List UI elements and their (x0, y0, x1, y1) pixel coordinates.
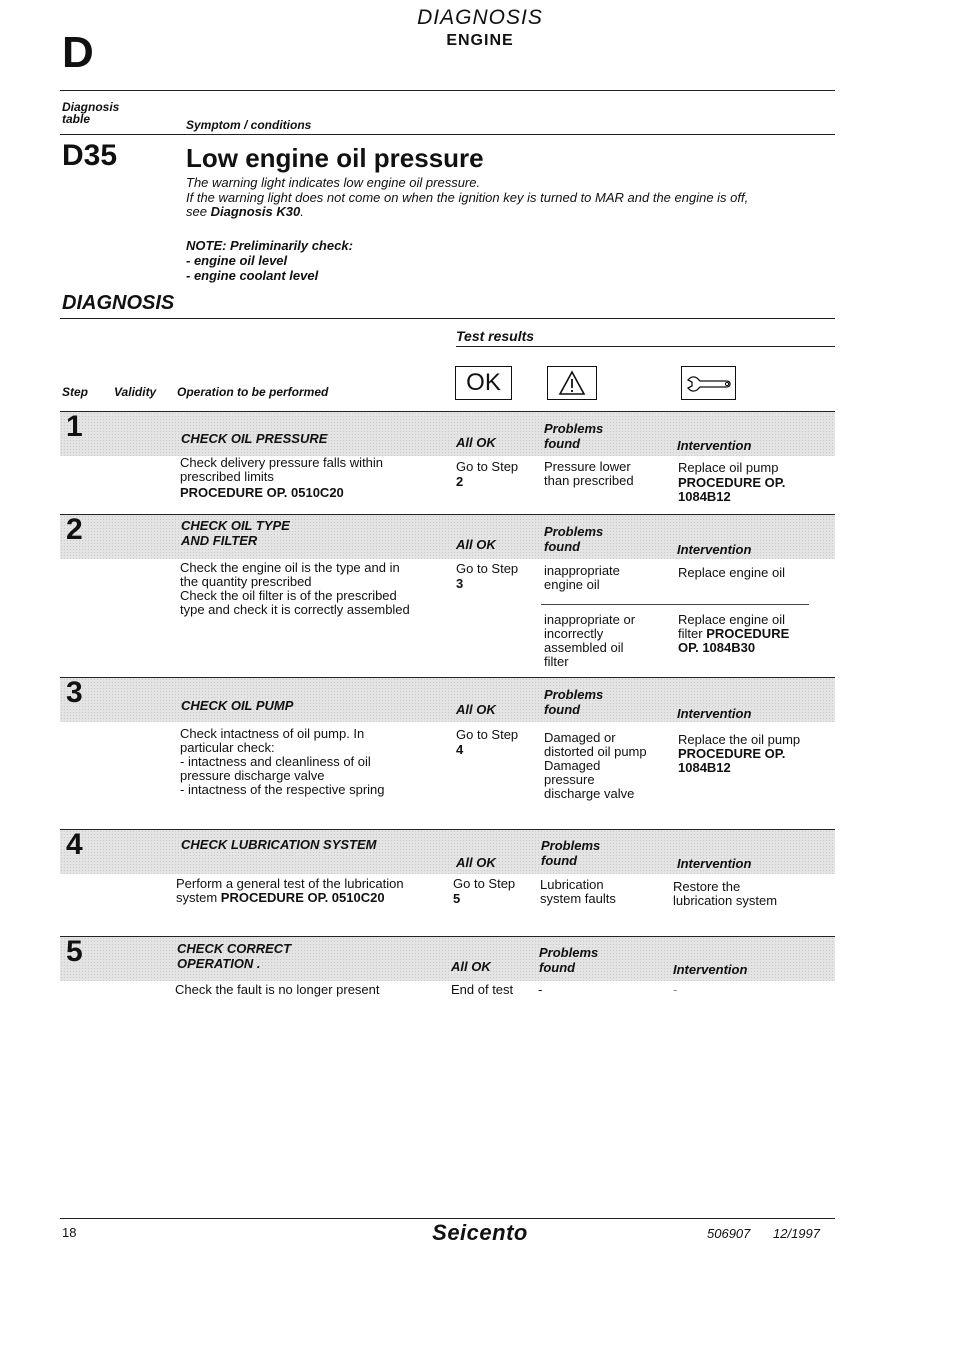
intervention-text (678, 613, 828, 655)
step-description (176, 877, 451, 905)
procedure-reference: PROCEDURE OP. 0510C20 (180, 485, 344, 500)
symptom-line-1: The warning light indicates low engine oil pressure. (186, 175, 481, 190)
document-date: 12/1997 (773, 1226, 820, 1241)
step-description (180, 456, 445, 500)
problem-text: Lubrication system faults (540, 877, 616, 906)
problems-found-label: Problems found (539, 945, 599, 975)
description-text: Check delivery pressure falls within prescribed limits (180, 455, 384, 484)
step-rule (60, 829, 835, 830)
diagnosis-rule (60, 318, 835, 319)
step-number: 4 (66, 828, 83, 861)
brand-logo: Seicento (432, 1220, 528, 1245)
all-ok-label: All OK (456, 855, 496, 870)
goto-text: Go to Step (456, 459, 519, 474)
goto-text: Go to Step (456, 561, 519, 576)
problem-text: inappropriate or incorrectly assembled oil filter (544, 612, 636, 669)
warning-icon (547, 366, 597, 400)
intervention-label: Intervention (677, 706, 752, 721)
procedure-reference: PROCEDURE OP. 1084B12 (678, 746, 786, 775)
problems-found-label: Problems found (544, 687, 604, 717)
step-title: CHECK OIL PRESSURE (181, 431, 328, 446)
step-description: Check the fault is no longer present (175, 982, 380, 997)
goto-text: End of test (451, 982, 514, 997)
diagnosis-reference: Diagnosis K30 (210, 204, 301, 219)
goto-step-number: 5 (453, 891, 461, 906)
symptom-code: D35 (62, 139, 118, 172)
step-number: 2 (66, 513, 83, 546)
step-rule (60, 677, 835, 678)
ok-icon-label: OK (466, 369, 501, 396)
column-step-label: Step (62, 385, 89, 399)
description-text: Perform a general test of the lubrication system (176, 876, 404, 905)
intervention-label: Intervention (677, 542, 752, 557)
document-number: 506907 (707, 1226, 751, 1241)
intervention-label: Intervention (673, 962, 748, 977)
symptom-line-3 (186, 204, 304, 219)
procedure-reference: PROCEDURE OP. 0510C20 (220, 890, 385, 905)
step-rule (60, 514, 835, 515)
step-title: CHECK OIL PUMP (181, 698, 294, 713)
see-text: see (186, 204, 207, 219)
goto-text: Go to Step (456, 727, 519, 742)
problem-text: Pressure lower than prescribed (544, 459, 634, 488)
problems-found-label: Problems found (544, 524, 604, 554)
step-title: CHECK OIL TYPE AND FILTER (181, 518, 290, 548)
step-number: 5 (66, 935, 83, 968)
note-item: - engine coolant level (186, 268, 319, 283)
footer-rule (60, 1218, 835, 1219)
column-operation-label: Operation to be performed (177, 385, 329, 399)
step-number: 3 (66, 676, 83, 709)
all-ok-label: All OK (451, 959, 491, 974)
step-rule (60, 936, 835, 937)
problem-text: inappropriate engine oil (544, 563, 620, 592)
diagnosis-heading: DIAGNOSIS (62, 292, 175, 314)
page-subtitle: ENGINE (446, 32, 514, 49)
ok-icon (455, 366, 512, 400)
procedure-reference: PROCEDURE OP. 1084B12 (678, 475, 786, 504)
intervention-text: - (673, 982, 678, 997)
all-ok-label: All OK (456, 702, 496, 717)
problem-text: Damaged or distorted oil pump Damaged pressure discharge valve (544, 730, 647, 801)
procedure-reference: PROCEDURE (706, 626, 790, 641)
note-title: NOTE: Preliminarily check: (186, 238, 353, 253)
problems-found-label: Problems found (544, 421, 604, 451)
step-title: CHECK CORRECT OPERATION . (177, 941, 292, 971)
column-validity-label: Validity (114, 385, 157, 399)
step-rule (60, 411, 835, 412)
section-letter: D (62, 28, 94, 77)
reference-period: . (300, 204, 304, 219)
goto-text: Go to Step (453, 876, 516, 891)
header-rule (60, 90, 835, 91)
intervention-text: Replace engine oil (678, 565, 785, 580)
all-ok-label: All OK (456, 537, 496, 552)
test-results-label: Test results (456, 328, 535, 344)
problem-text: - (538, 982, 543, 997)
all-ok-label: All OK (456, 435, 496, 450)
intervention-text (678, 461, 828, 504)
goto-step-number: 2 (456, 474, 464, 489)
step-number: 1 (66, 410, 83, 443)
test-results-rule (456, 346, 835, 347)
intervention-label: Intervention (677, 438, 752, 453)
step-description: Check the engine oil is the type and in the quantity prescribed Check the oil filter is of the prescribed type and check it is correctly assembled (180, 560, 410, 617)
symptom-label: Symptom / conditions (186, 118, 312, 132)
symptom-rule (60, 134, 835, 135)
goto-step-number: 4 (456, 742, 464, 757)
intervention-text (678, 733, 828, 775)
note-item: - engine oil level (186, 253, 288, 268)
page-number: 18 (62, 1225, 77, 1240)
wrench-icon (681, 366, 736, 400)
goto-step-number: 3 (456, 576, 464, 591)
symptom-title: Low engine oil pressure (186, 143, 484, 173)
result-divider (541, 604, 809, 605)
symptom-line-2: If the warning light does not come on when the ignition key is turned to MAR and the engine is off, (186, 190, 749, 205)
step-title: CHECK LUBRICATION SYSTEM (181, 837, 377, 852)
procedure-reference: OP. 1084B30 (678, 640, 756, 655)
problems-found-label: Problems found (541, 838, 601, 868)
action-text: Replace oil pump (678, 460, 779, 475)
intervention-label: Intervention (677, 856, 752, 871)
intervention-text: Restore the lubrication system (673, 879, 778, 908)
step-description: Check intactness of oil pump. In particular check: - intactness and cleanliness of oil pressure discharge valve - intactness of the respective spring (180, 726, 385, 797)
action-text: Replace engine oil filter (678, 612, 785, 641)
page-title: DIAGNOSIS (417, 6, 543, 29)
action-text: Replace the oil pump (678, 732, 801, 747)
diagnosis-table-label: Diagnosis table (62, 100, 120, 126)
